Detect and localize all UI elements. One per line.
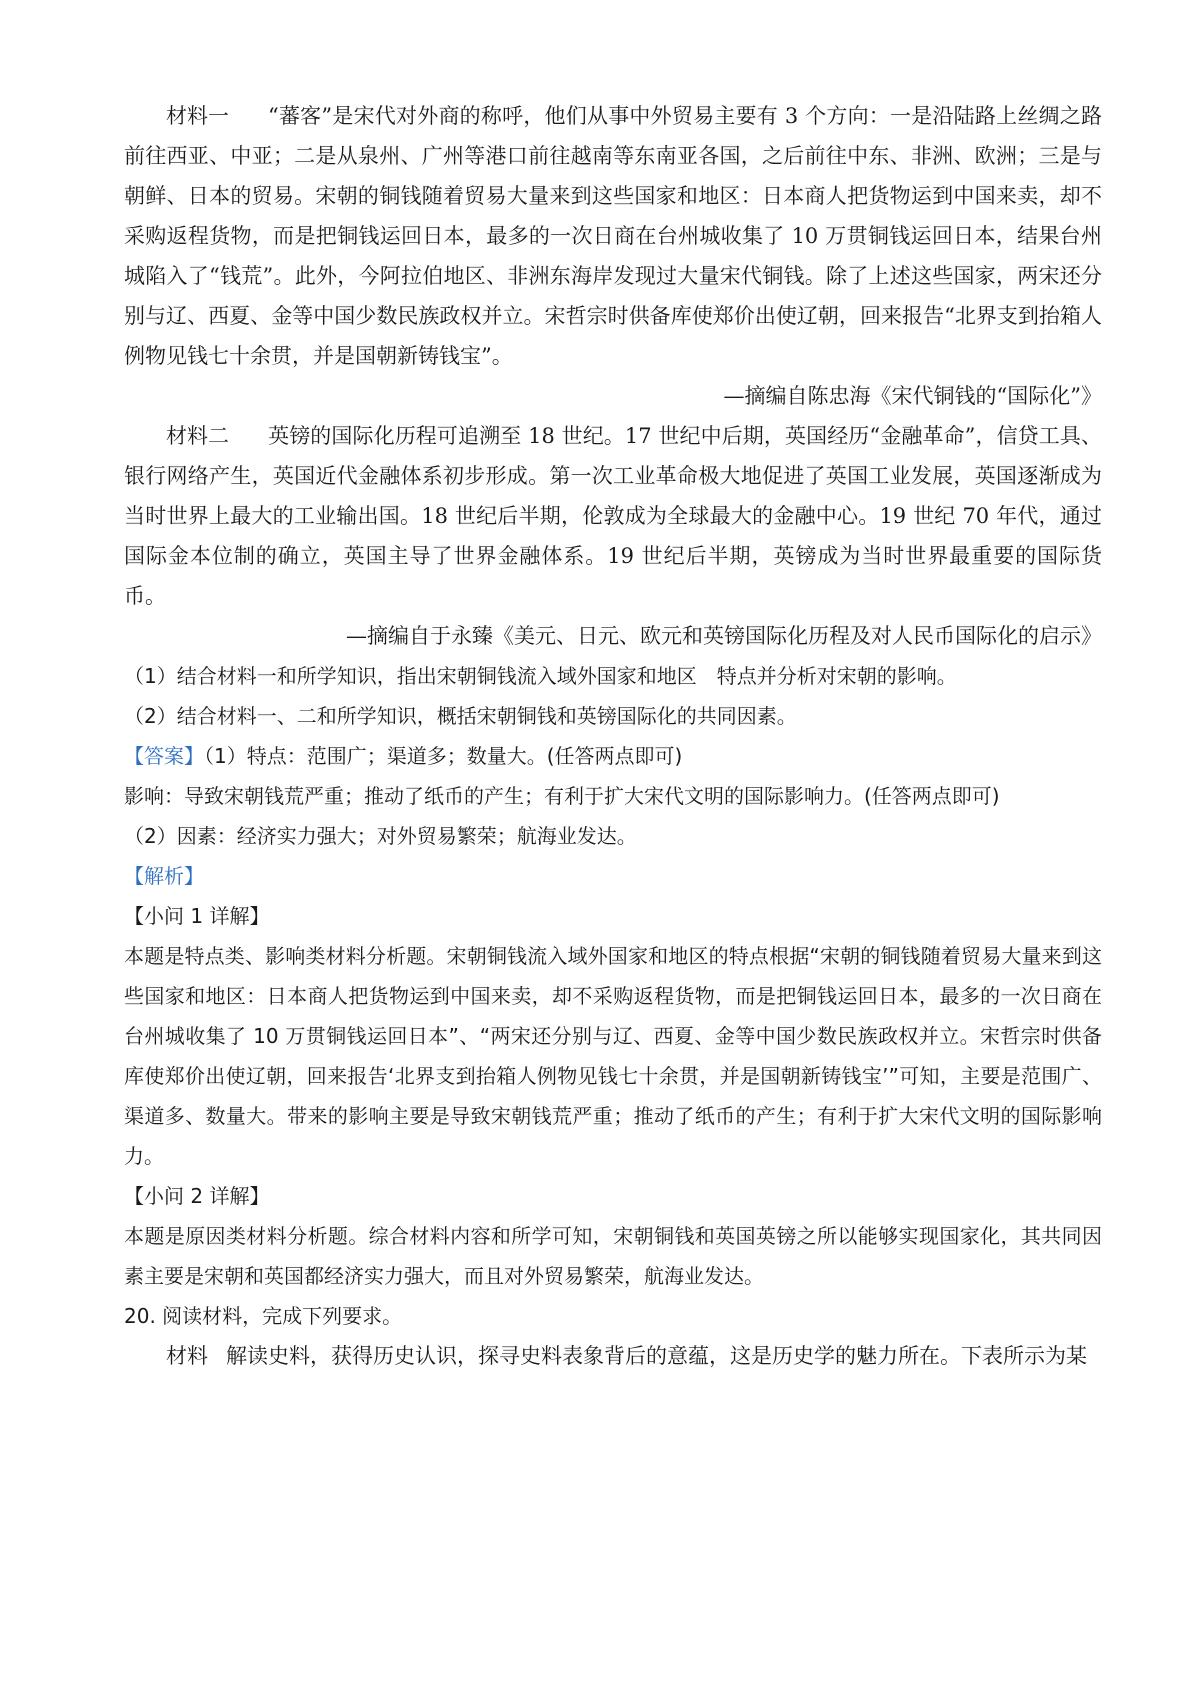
material-one-text: “蕃客”是宋代对外商的称呼，他们从事中外贸易主要有 3 个方向：一是沿陆路上丝绸之路前往西亚、中亚；二是从泉州、广州等港口前往越南等东南亚各国，之后前往中东、非洲、欧洲；三是与朝鲜、日本的贸易。宋朝的铜钱随着贸易大量来到这些国家和地区：日本商人把货物运到中国来卖，却不采购返程货物，而是把铜钱运回日本，最多的一次日商在台州城收集了 10 万贯铜钱运回日本，结果台州城陷入了“钱荒”。此外，今阿拉伯地区、非洲东海岸发现过大量宋代铜钱。除了上述这些国家，两宋还分别与辽、西夏、金等中国少数民族政权并立。宋哲宗时供备库使郑价出使辽朝，回来报告“北界支到抬箱人例物见钱七十余贯，并是国朝新铸钱宝”。 — [124, 104, 1102, 368]
question-20-material-label: 材料 — [166, 1344, 208, 1368]
analysis-sub2-title: 【小问 2 详解】 — [124, 1184, 270, 1208]
analysis-sub2-text: 本题是原因类材料分析题。综合材料内容和所学可知，宋朝铜钱和英国英镑之所以能够实现国家化，其共同因素主要是宋朝和英国都经济实力强大，而且对外贸易繁荣，航海业发达。 — [124, 1224, 1102, 1288]
material-two-text: 英镑的国际化历程可追溯至 18 世纪。17 世纪中后期，英国经历“金融革命”，信贷工具、银行网络产生，英国近代金融体系初步形成。第一次工业革命极大地促进了英国工业发展，英国逐渐成为当时世界上最大的工业输出国。18 世纪后半期，伦敦成为全球最大的金融中心。19 世纪 70 年代，通过国际金本位制的确立，英国主导了世界金融体系。19 世纪后半期，英镑成为当时世界最重要的国际货币。 — [124, 424, 1102, 608]
material-two-source: —摘编自于永臻《美元、日元、欧元和英镑国际化历程及对人民币国际化的启示》 — [346, 624, 1102, 648]
answer-tag: 【答案】 — [124, 744, 204, 768]
answer-line-2: 影响：导致宋朝钱荒严重；推动了纸币的产生；有利于扩大宋代文明的国际影响力。(任答两点即可) — [124, 784, 1000, 808]
content-column — [124, 96, 1102, 1376]
question-20-material-text: 解读史料，获得历史认识，探寻史料表象背后的意蕴，这是历史学的魅力所在。下表所示为某 — [226, 1344, 1087, 1368]
question-1: （1）结合材料一和所学知识，指出宋朝铜钱流入域外国家和地区 特点并分析对宋朝的影响。 — [124, 664, 957, 688]
question-20-material — [124, 1336, 1102, 1376]
question-20-title: 20. 阅读材料，完成下列要求。 — [124, 1304, 403, 1328]
material-one-label: 材料一 — [166, 104, 229, 128]
material-one-source: —摘编自陈忠海《宋代铜钱的“国际化”》 — [723, 384, 1102, 408]
analysis-sub1-text: 本题是特点类、影响类材料分析题。宋朝铜钱流入域外国家和地区的特点根据“宋朝的铜钱随着贸易大量来到这些国家和地区：日本商人把货物运到中国来卖，却不采购返程货物，而是把铜钱运回日本，最多的一次日商在台州城收集了 10 万贯铜钱运回日本”、“两宋还分别与辽、西夏、金等中国少数民族政权并立。宋哲宗时供备库使郑价出使辽朝，回来报告‘北界支到抬箱人例物见钱七十余贯，并是国朝新铸钱宝’”可知，主要是范围广、渠道多、数量大。带来的影响主要是导致宋朝钱荒严重；推动了纸币的产生；有利于扩大宋代文明的国际影响力。 — [124, 944, 1102, 1168]
material-two-label: 材料二 — [166, 424, 229, 448]
analysis-tag: 【解析】 — [124, 864, 204, 888]
answer-line-1 — [124, 736, 1102, 776]
question-2: （2）结合材料一、二和所学知识，概括宋朝铜钱和英镑国际化的共同因素。 — [124, 704, 797, 728]
answer-line-3: （2）因素：经济实力强大；对外贸易繁荣；航海业发达。 — [124, 824, 637, 848]
material-two — [124, 416, 1102, 616]
answer-text-1: （1）特点：范围广；渠道多；数量大。(任答两点即可) — [204, 744, 683, 768]
material-one — [124, 96, 1102, 376]
analysis-sub1-title: 【小问 1 详解】 — [124, 904, 270, 928]
